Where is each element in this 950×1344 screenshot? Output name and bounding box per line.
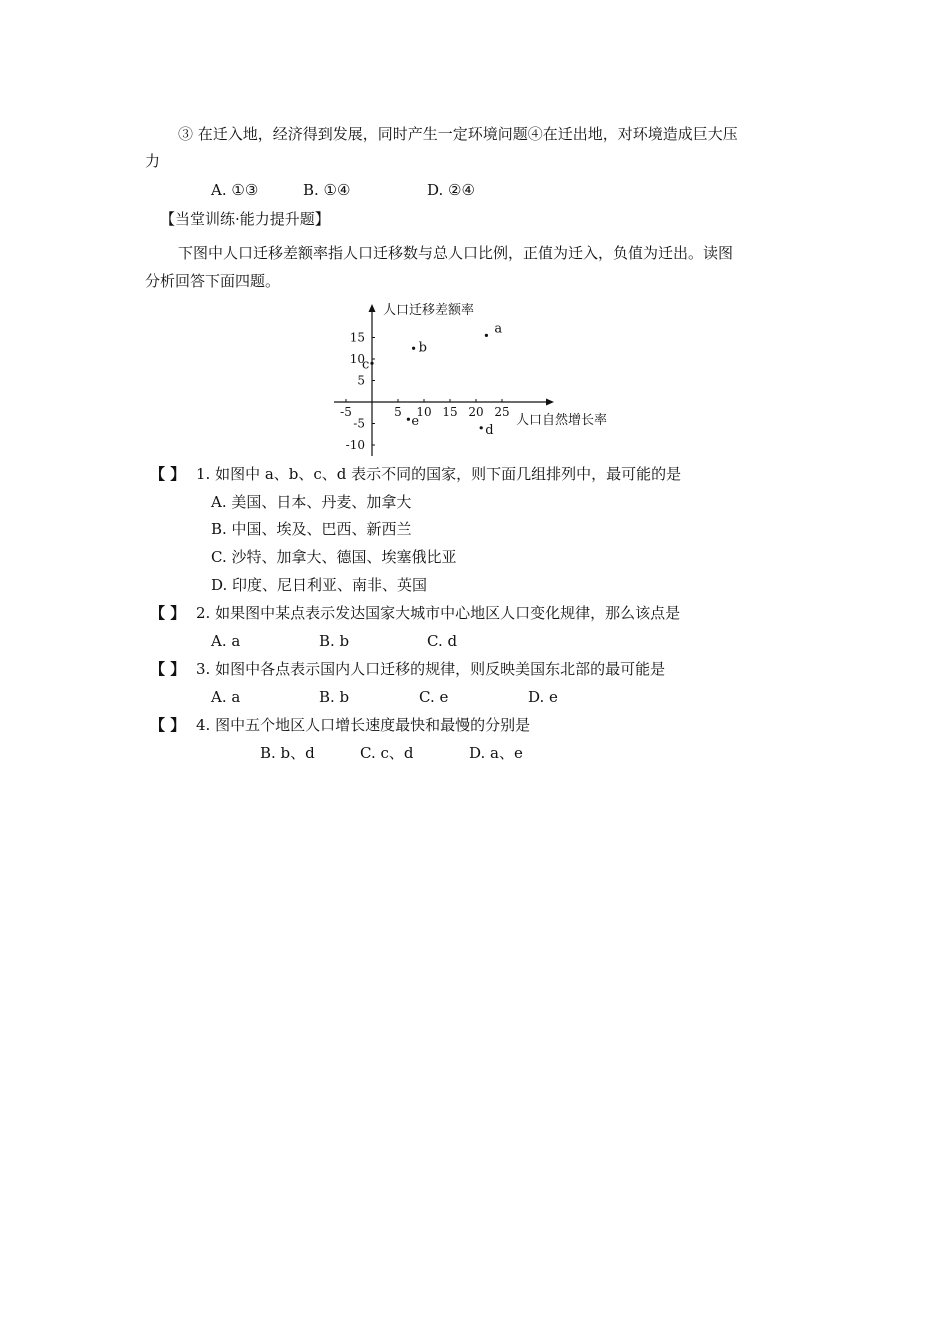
intro-option-b: B. ①④ bbox=[303, 181, 351, 199]
x-axis-label: 人口自然增长率 bbox=[516, 413, 608, 428]
question-3-option-d: D. e bbox=[528, 688, 558, 706]
question-1-option-b: B. 中国、埃及、巴西、新西兰 bbox=[211, 520, 412, 538]
intro-option-a: A. ①③ bbox=[211, 181, 259, 199]
x-tick-label: 15 bbox=[442, 405, 458, 419]
data-point-c bbox=[370, 362, 373, 365]
question-3-option-b: B. b bbox=[319, 688, 350, 706]
y-tick-label: 10 bbox=[349, 352, 365, 366]
x-axis-arrow bbox=[546, 399, 554, 406]
question-2-option-a: A. a bbox=[211, 632, 241, 650]
point-label-b: b bbox=[418, 340, 427, 356]
question-1-option-a: A. 美国、日本、丹麦、加拿大 bbox=[211, 493, 412, 511]
answer-bracket-2[interactable]: 【 】 bbox=[150, 604, 186, 622]
question-4-option-b: B. b、d bbox=[260, 744, 315, 762]
question-3-text: 3. 如图中各点表示国内人口迁移的规律，则反映美国东北部的最可能是 bbox=[196, 660, 666, 678]
description-line-2: 分析回答下面四题。 bbox=[145, 272, 281, 290]
question-4-text: 4. 图中五个地区人口增长速度最快和最慢的分别是 bbox=[196, 716, 531, 734]
question-1-option-c: C. 沙特、加拿大、德国、埃塞俄比亚 bbox=[211, 548, 457, 566]
section-title: 【当堂训练·能力提升题】 bbox=[160, 210, 330, 228]
y-tick-label: -5 bbox=[353, 416, 365, 431]
y-tick-label: 15 bbox=[349, 330, 365, 345]
y-tick-label: -10 bbox=[345, 438, 365, 452]
question-1-text: 1. 如图中 a、b、c、d 表示不同的国家，则下面几组排列中，最可能的是 bbox=[196, 465, 682, 483]
question-2-text: 2. 如果图中某点表示发达国家大城市中心地区人口变化规律，那么该点是 bbox=[196, 604, 681, 622]
question-2-option-c: C. d bbox=[427, 632, 458, 650]
data-point-d bbox=[480, 426, 483, 429]
x-tick-label: 5 bbox=[394, 405, 402, 419]
y-axis-arrow bbox=[369, 304, 376, 312]
x-tick-label: 20 bbox=[468, 405, 484, 419]
question-2-option-b: B. b bbox=[319, 632, 350, 650]
data-point-b bbox=[412, 347, 415, 350]
question-4-option-d: D. a、e bbox=[469, 744, 523, 762]
y-axis-label: 人口迁移差额率 bbox=[383, 303, 475, 318]
intro-line-2: 力 bbox=[145, 152, 161, 170]
answer-bracket-1[interactable]: 【 】 bbox=[150, 465, 186, 483]
x-tick-label: 10 bbox=[416, 405, 432, 419]
description-line-1: 下图中人口迁移差额率指人口迁移数与总人口比例，正值为迁入，负值为迁出。读图 bbox=[178, 244, 734, 262]
y-tick-label: 5 bbox=[357, 373, 365, 388]
point-label-e: e bbox=[411, 414, 420, 430]
answer-bracket-4[interactable]: 【 】 bbox=[150, 716, 186, 734]
point-label-a: a bbox=[494, 321, 503, 337]
point-label-c: c bbox=[362, 357, 370, 373]
question-1-option-d: D. 印度、尼日利亚、南非、英国 bbox=[211, 576, 428, 594]
question-3-option-a: A. a bbox=[211, 688, 241, 706]
x-tick-label: 25 bbox=[494, 405, 510, 419]
x-tick-label: -5 bbox=[340, 405, 352, 419]
data-point-a bbox=[485, 334, 488, 337]
question-3-option-c: C. e bbox=[419, 688, 449, 706]
scatter-chart bbox=[320, 296, 640, 462]
intro-option-d: D. ②④ bbox=[427, 181, 475, 199]
data-point-e bbox=[407, 418, 410, 421]
point-label-d: d bbox=[485, 422, 494, 438]
intro-line-1: ③ 在迁入地，经济得到发展，同时产生一定环境问题④在迁出地，对环境造成巨大压 bbox=[178, 125, 738, 143]
question-4-option-c: C. c、d bbox=[360, 744, 414, 762]
answer-bracket-3[interactable]: 【 】 bbox=[150, 660, 186, 678]
